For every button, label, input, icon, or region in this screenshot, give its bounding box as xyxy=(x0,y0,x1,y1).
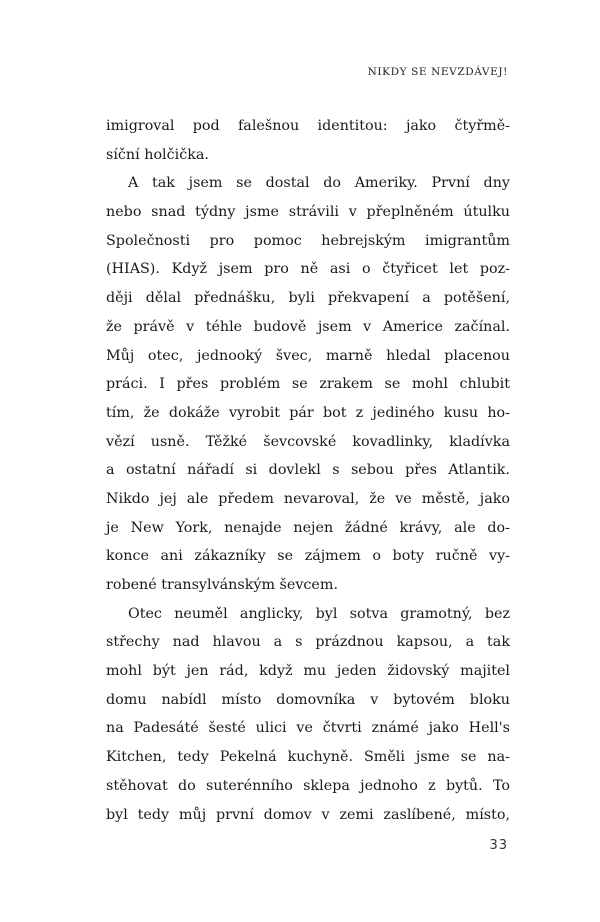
text-line: na Padesáté šesté ulici ve čtvrti známé jako Hell's xyxy=(106,720,510,737)
text-line: síční holčička. xyxy=(106,146,209,163)
text-line: domu nabídl místo domovníka v bytovém bloku xyxy=(106,691,510,708)
text-line: robené transylvánským ševcem. xyxy=(106,577,338,593)
text-line: a ostatní nářadí si dovlekl s sebou přes Atlantik. xyxy=(106,462,510,479)
text-line: je New York, nenajde nejen žádné krávy, ale do- xyxy=(106,519,510,536)
text-line: konce ani zákazníky se zájmem o boty ručně vy- xyxy=(106,548,510,565)
text-line: Nikdo jej ale předem nevaroval, že ve městě, jako xyxy=(106,490,510,507)
text-line: stěhovat do suterénního sklepa jednoho z bytů. To xyxy=(106,777,510,794)
text-line: Můj otec, jednooký švec, marně hledal placenou xyxy=(106,347,510,364)
text-line: Otec neuměl anglicky, byl sotva gramotný, bez xyxy=(128,605,510,622)
text-line: Kitchen, tedy Pekelná kuchyně. Směli jsme se na- xyxy=(106,749,510,766)
text-line: imigroval pod falešnou identitou: jako čtyřmě- xyxy=(106,118,510,134)
text-line: tím, že dokáže vyrobit pár bot z jediného kusu ho- xyxy=(106,404,510,421)
text-line: Společnosti pro pomoc hebrejským imigrantům xyxy=(106,232,510,249)
text-line: mohl být jen rád, když mu jeden židovský majitel xyxy=(106,663,510,680)
page-number: 33 xyxy=(489,838,508,853)
text-line: nebo snad týdny jsme strávili v přeplněném útulku xyxy=(106,204,510,221)
text-line: vězí usně. Těžké ševcovské kovadlinky, kladívka xyxy=(106,433,510,450)
text-line: práci. I přes problém se zrakem se mohl chlubit xyxy=(106,376,510,393)
text-line: byl tedy můj první domov v zemi zaslíbené, místo, xyxy=(106,806,510,823)
text-line: ději dělal přednášku, byli překvapení a potěšení, xyxy=(106,290,510,307)
running-header: NIKDY SE NEVZDÁVEJ! xyxy=(367,66,508,78)
text-line: (HIAS). Když jsem pro ně asi o čtyřicet let poz- xyxy=(106,261,510,278)
text-line: A tak jsem se dostal do Ameriky. První dny xyxy=(128,175,510,192)
text-line: střechy nad hlavou a s prázdnou kapsou, a tak xyxy=(106,634,510,651)
body-text xyxy=(106,112,510,829)
text-line: že právě v téhle budově jsem v Americe začínal. xyxy=(106,318,510,335)
